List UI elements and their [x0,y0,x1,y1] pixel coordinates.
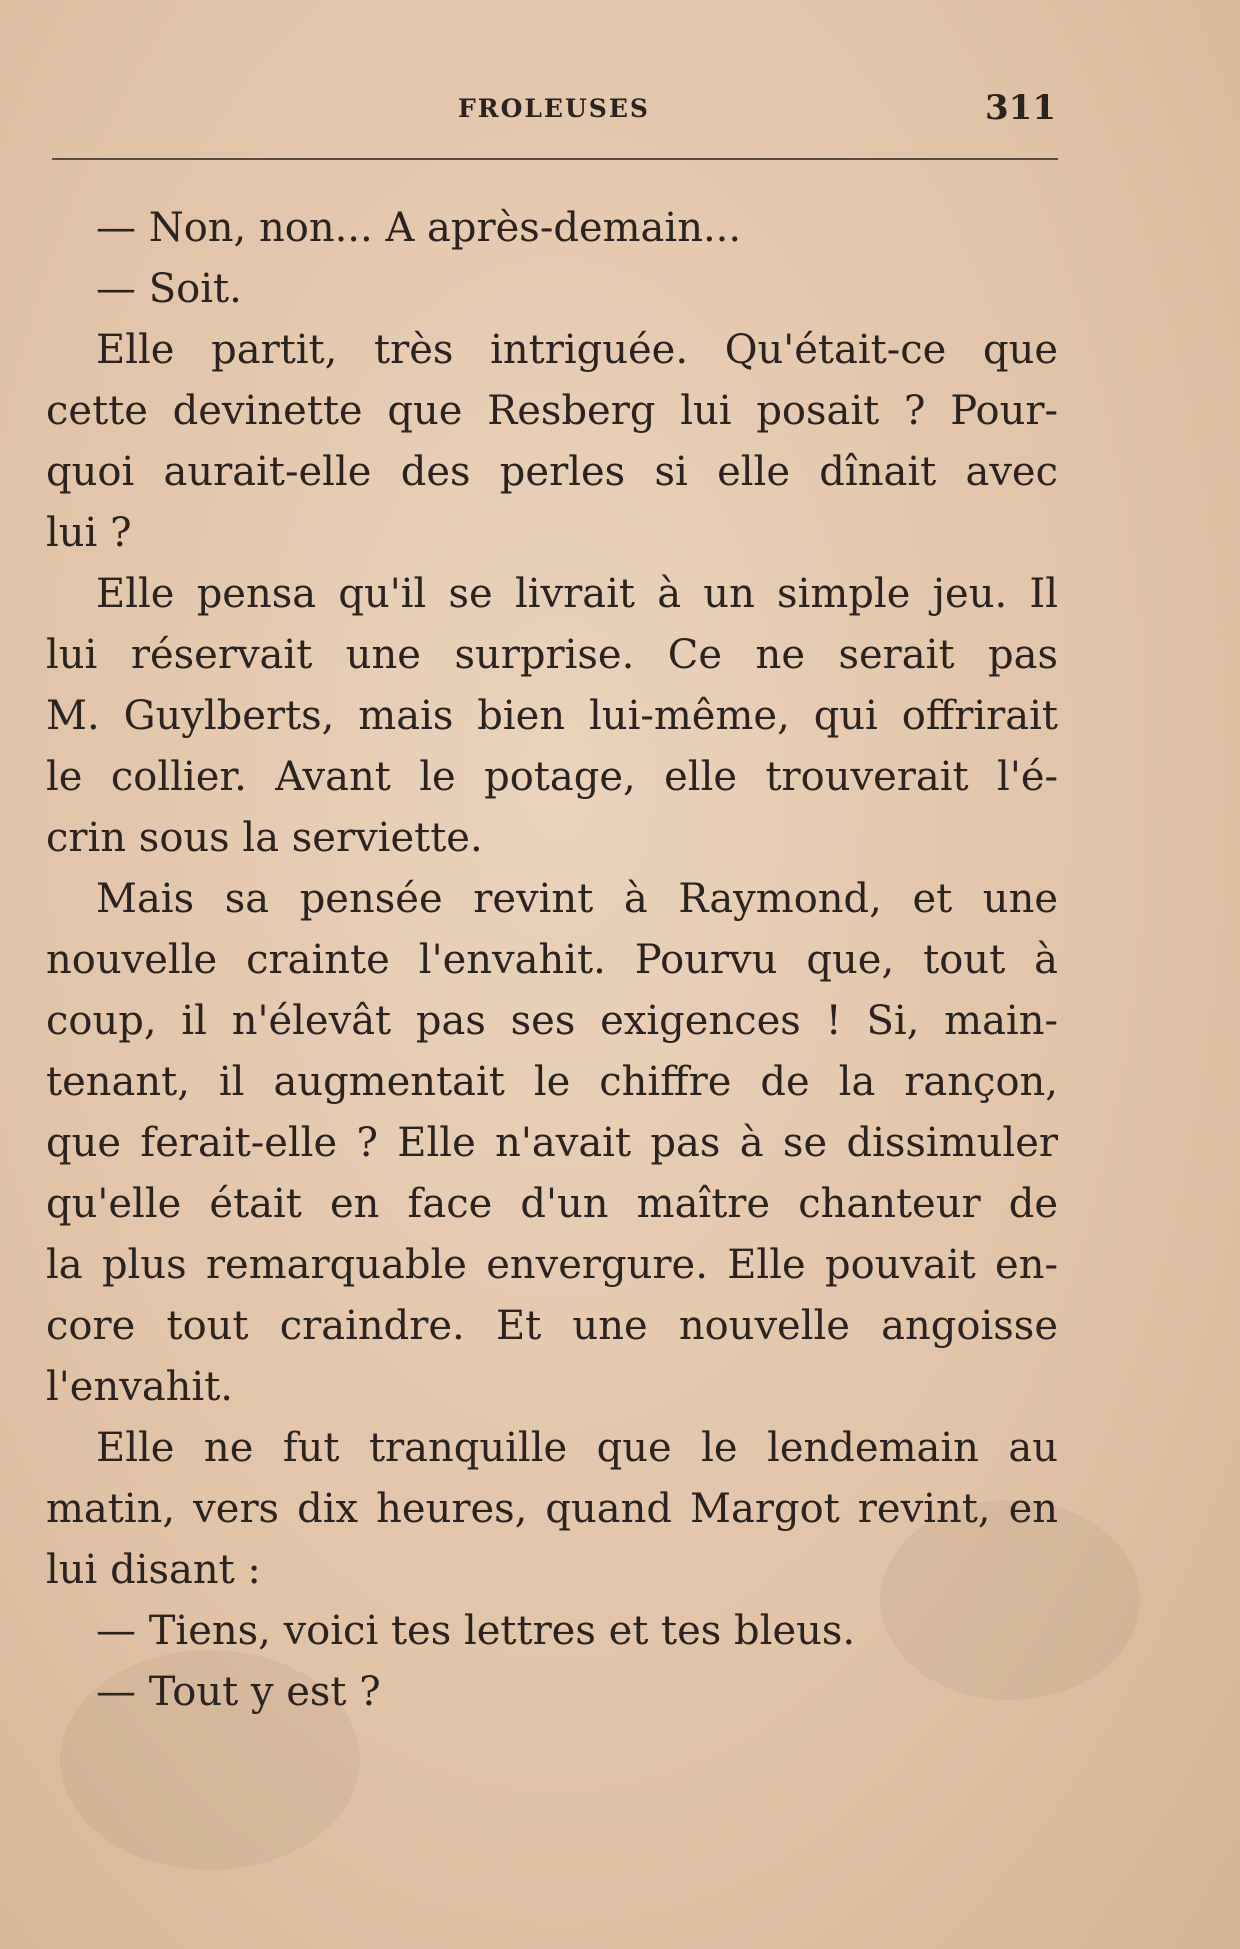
text-line: l'envahit. [46,1364,234,1410]
text-line: quoi aurait-elle des perles si elle dînait avec [46,449,1058,495]
text-line: — Tiens, voici tes lettres et tes bleus. [96,1608,856,1654]
text-line: lui disant : [46,1547,261,1593]
text-line: tenant, il augmentait le chiffre de la rançon, [46,1059,1058,1105]
text-line: Elle partit, très intriguée. Qu'était-ce que [96,327,1058,373]
text-line: — Non, non... A après-demain... [96,205,742,251]
text-line: cette devinette que Resberg lui posait ? Pour- [46,388,1058,434]
header-rule [52,158,1058,160]
text-line: — Soit. [96,266,242,312]
running-head [48,88,1060,132]
text-line: matin, vers dix heures, quand Margot revint, en [46,1486,1058,1532]
text-line: — Tout y est ? [96,1669,381,1715]
text-line: qu'elle était en face d'un maître chanteur de [46,1181,1058,1227]
text-line: lui réservait une surprise. Ce ne serait pas [46,632,1058,678]
body-text [46,198,1058,1723]
text-line: M. Guylberts, mais bien lui-même, qui offrirait [46,693,1058,739]
page-number: 311 [985,88,1056,128]
text-line: nouvelle crainte l'envahit. Pourvu que, tout à [46,937,1058,983]
text-line: le collier. Avant le potage, elle trouverait l'é- [46,754,1058,800]
text-line: Elle pensa qu'il se livrait à un simple jeu. Il [96,571,1058,617]
text-line: crin sous la serviette. [46,815,483,861]
text-line: lui ? [46,510,132,556]
text-line: Elle ne fut tranquille que le lendemain au [96,1425,1058,1471]
text-line: que ferait-elle ? Elle n'avait pas à se dissimuler [46,1120,1058,1166]
text-line: Mais sa pensée revint à Raymond, et une [96,876,1058,922]
running-title: FROLEUSES [458,94,650,123]
text-line: la plus remarquable envergure. Elle pouvait en- [46,1242,1058,1288]
text-line: coup, il n'élevât pas ses exigences ! Si, main- [46,998,1058,1044]
text-line: core tout craindre. Et une nouvelle angoisse [46,1303,1058,1349]
